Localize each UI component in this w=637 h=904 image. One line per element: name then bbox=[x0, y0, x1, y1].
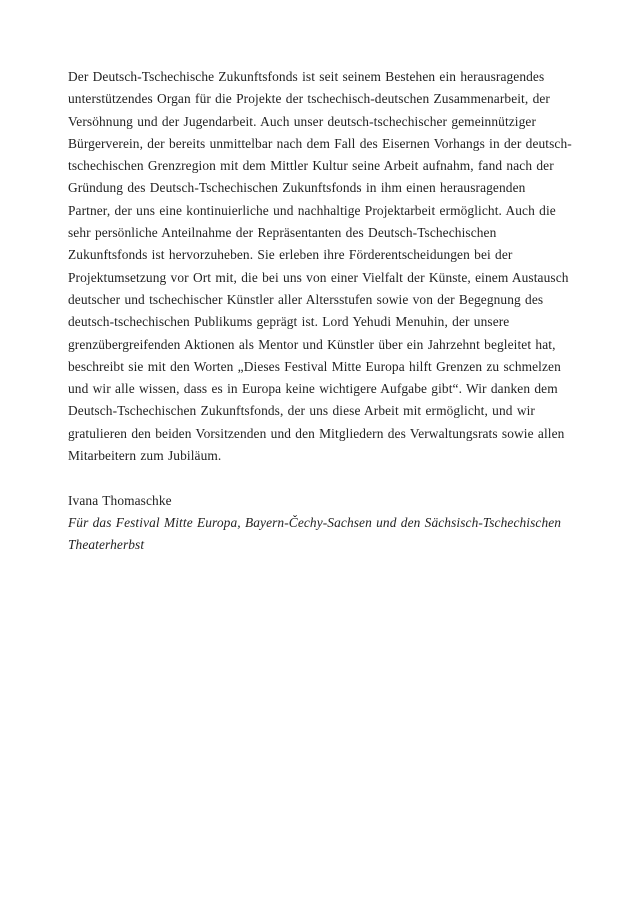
signature-block bbox=[68, 490, 588, 557]
page-content bbox=[68, 66, 588, 557]
text-line: deutsch-tschechischen Publikums geprägt ist. Lord Yehudi Menuhin, der unsere bbox=[68, 314, 510, 330]
text-line: Projektumsetzung vor Ort mit, die bei uns von einer Vielfalt der Künste, einem Austausch bbox=[68, 269, 569, 285]
signature-name: Ivana Thomaschke bbox=[68, 492, 172, 508]
text-line: grenzübergreifenden Aktionen als Mentor und Künstler über ein Jahrzehnt begleitet hat, bbox=[68, 336, 556, 352]
text-line: Für das Festival Mitte Europa, Bayern-Čechy-Sachsen und den Sächsisch-Tschechischen bbox=[68, 514, 562, 530]
text-line: unterstützendes Organ für die Projekte der tschechisch-deutschen Zusammenarbeit, der bbox=[68, 91, 550, 107]
text-line: Versöhnung und der Jugendarbeit. Auch unser deutsch-tschechischer gemeinnütziger bbox=[68, 113, 537, 129]
text-line: Theaterherbst bbox=[68, 537, 145, 553]
text-line: deutscher und tschechischer Künstler aller Altersstufen sowie von der Begegnung des bbox=[68, 291, 544, 307]
text-line: Gründung des Deutsch-Tschechischen Zukunftsfonds in ihm einen herausragenden bbox=[68, 180, 526, 196]
text-line: Bürgerverein, der bereits unmittelbar nach dem Fall des Eisernen Vorhangs in der deutsch- bbox=[68, 135, 572, 151]
text-line: Partner, der uns eine kontinuierliche und nachhaltige Projektarbeit ermöglicht. Auch die bbox=[68, 202, 556, 218]
text-line: Mitarbeitern zum Jubiläum. bbox=[68, 448, 222, 464]
signature-role bbox=[68, 512, 588, 557]
text-line: beschreibt sie mit den Worten „Dieses Festival Mitte Europa hilft Grenzen zu schmelzen bbox=[68, 358, 561, 374]
text-line: Zukunftsfonds ist hervorzuheben. Sie erleben ihre Förderentscheidungen bei der bbox=[68, 247, 513, 263]
text-line: und wir alle wissen, dass es in Europa keine wichtigere Aufgabe gibt“. Wir danken dem bbox=[68, 381, 558, 397]
text-line: Deutsch-Tschechischen Zukunftsfonds, der uns diese Arbeit mit ermöglicht, und wir bbox=[68, 403, 535, 419]
text-line: sehr persönliche Anteilnahme der Repräsentanten des Deutsch-Tschechischen bbox=[68, 225, 497, 241]
text-line: tschechischen Grenzregion mit dem Mittler Kultur seine Arbeit aufnahm, fand nach der bbox=[68, 158, 554, 174]
text-line: Der Deutsch-Tschechische Zukunftsfonds ist seit seinem Bestehen ein herausragendes bbox=[68, 69, 545, 84]
body-paragraph bbox=[68, 66, 588, 467]
text-line: gratulieren den beiden Vorsitzenden und den Mitgliedern des Verwaltungsrats sowie allen bbox=[68, 425, 565, 441]
